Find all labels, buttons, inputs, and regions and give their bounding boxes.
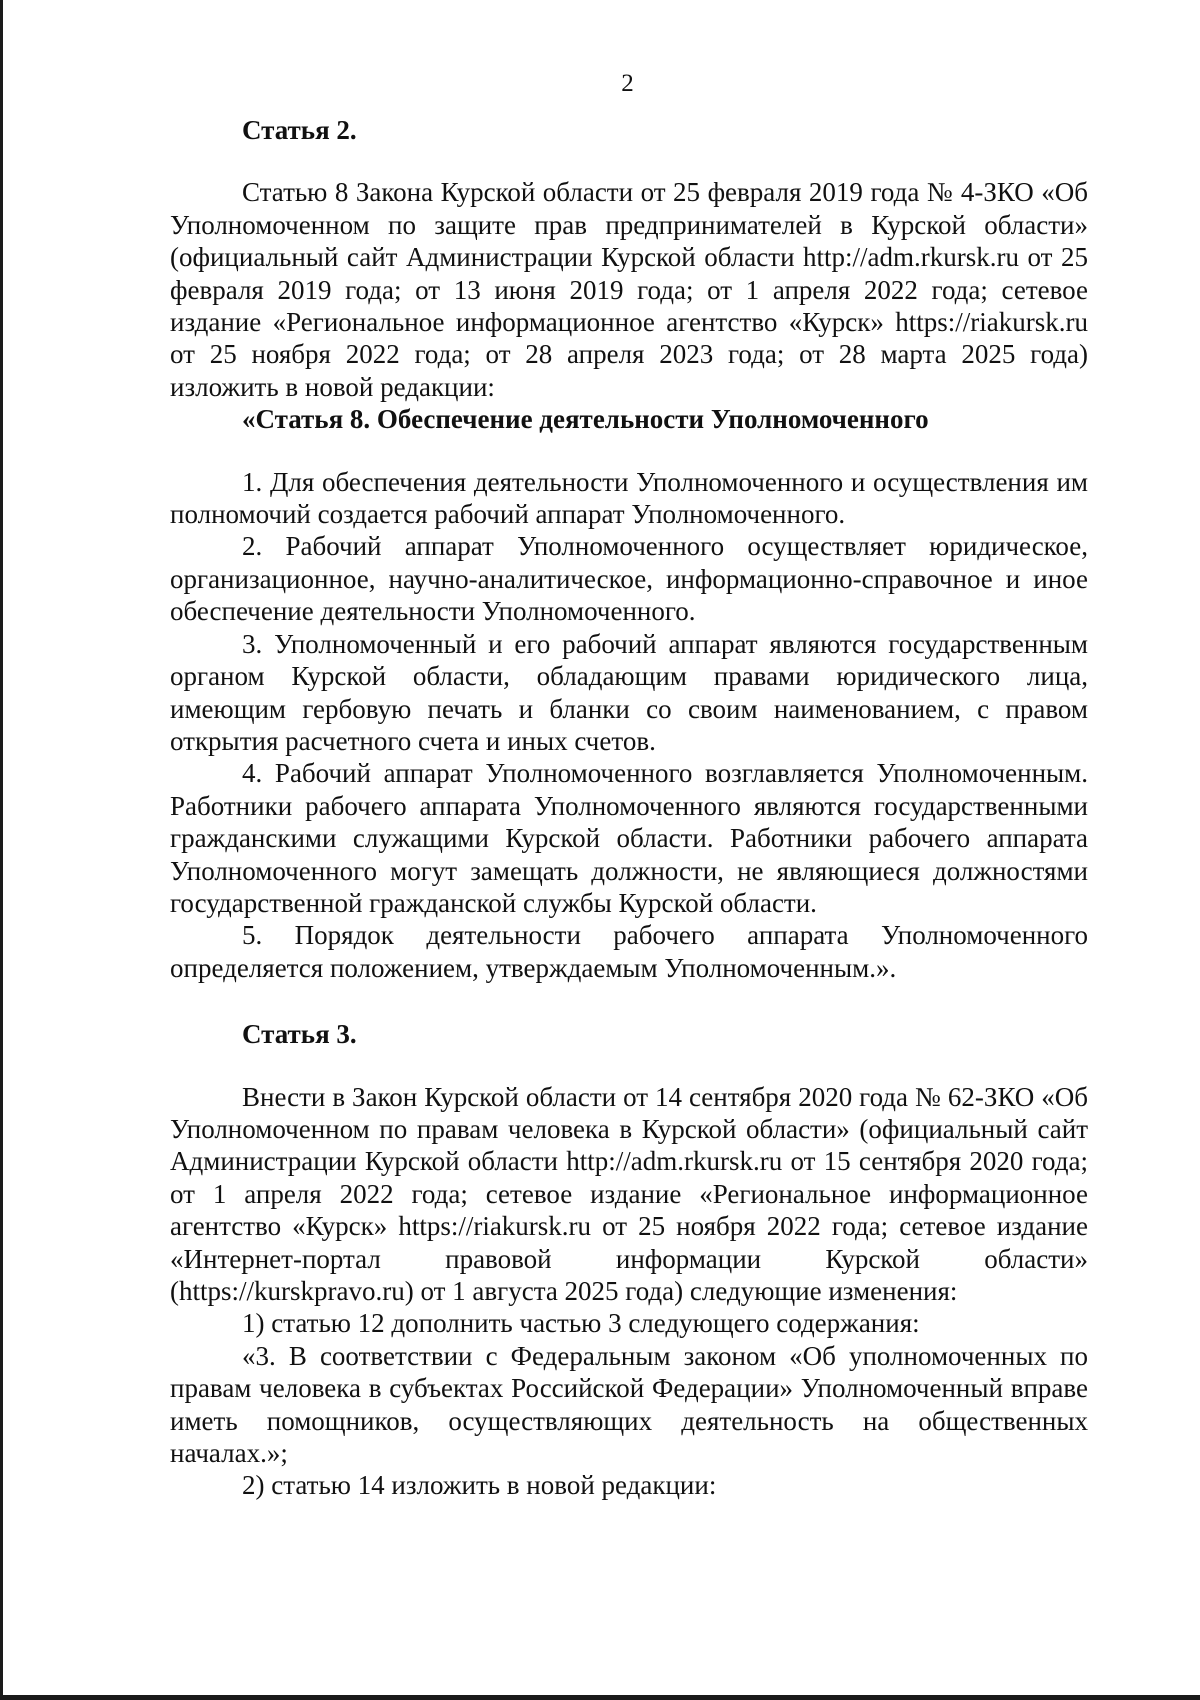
article-8-item-4: 4. Рабочий аппарат Уполномоченного возглавляется Уполномоченным. Работники рабочего аппарата Уполномоченного являются государственными гражданскими служащими Курской области. Работники рабочего аппарата Уполномоченного могут замещать должности, не являющиеся должностями государственной гражданской службы Курской области.: [170, 758, 1088, 918]
article-8-item-1: 1. Для обеспечения деятельности Уполномоченного и осуществления им полномочий создается рабочий аппарат Уполномоченного.: [170, 466, 1088, 530]
article-2-intro: Статью 8 Закона Курской области от 25 февраля 2019 года № 4-ЗКО «Об Уполномоченном по защите прав предпринимателей в Курской области» (официальный сайт Администрации Курской области http://adm.rkursk.ru от 25 февраля 2019 года; от 13 июня 2019 года; от 1 апреля 2022 года; сетевое издание «Региональное информационное агентство «Курск» https://riakursk.ru от 25 ноября 2022 года; от 28 апреля 2023 года; от 28 марта 2025 года) изложить в новой редакции:: [170, 177, 1088, 402]
article-3-quote: «3. В соответствии с Федеральным законом «Об уполномоченных по правам человека в субъектах Российской Федерации» Уполномоченный вправе иметь помощников, осуществляющих деятельность на общественных началах.»;: [170, 1340, 1088, 1469]
article-3-change-1: 1) статью 12 дополнить частью 3 следующего содержания:: [242, 1308, 920, 1339]
article-3-intro: Внести в Закон Курской области от 14 сентября 2020 года № 62-ЗКО «Об Уполномоченном по правам человека в Курской области» (официальный сайт Администрации Курской области http://adm.rkursk.ru от 15 сентября 2020 года; от 1 апреля 2022 года; сетевое издание «Региональное информационное агентство «Курск» https://riakursk.ru от 25 ноября 2022 года; сетевое издание «Интернет-портал правовой информации Курской области» (https://kurskpravo.ru) от 1 августа 2025 года) следующие изменения:: [170, 1081, 1088, 1306]
article-8-item-2: 2. Рабочий аппарат Уполномоченного осуществляет юридическое, организационное, научно-аналитическое, информационно-справочное и иное обеспечение деятельности Уполномоченного.: [170, 531, 1088, 627]
page-number: 2: [621, 70, 634, 97]
article-8-item-5: 5. Порядок деятельности рабочего аппарата Уполномоченного определяется положением, утверждаемым Уполномоченным.».: [170, 920, 1088, 983]
article-2-heading: Статья 2.: [242, 115, 357, 145]
article-8-item-3: 3. Уполномоченный и его рабочий аппарат являются государственным органом Курской области, обладающим правами юридического лица, имеющим гербовую печать и бланки со своим наименованием, с правом открытия расчетного счета и иных счетов.: [170, 628, 1088, 756]
scan-edge-bottom: [0, 1695, 1200, 1700]
document-body: [170, 114, 1088, 1502]
article-8-title: «Статья 8. Обеспечение деятельности Уполномоченного: [242, 404, 929, 435]
article-3-heading: Статья 3.: [242, 1019, 357, 1050]
scan-edge-left: [0, 0, 3, 1700]
article-3-change-2: 2) статью 14 изложить в новой редакции:: [242, 1470, 717, 1501]
